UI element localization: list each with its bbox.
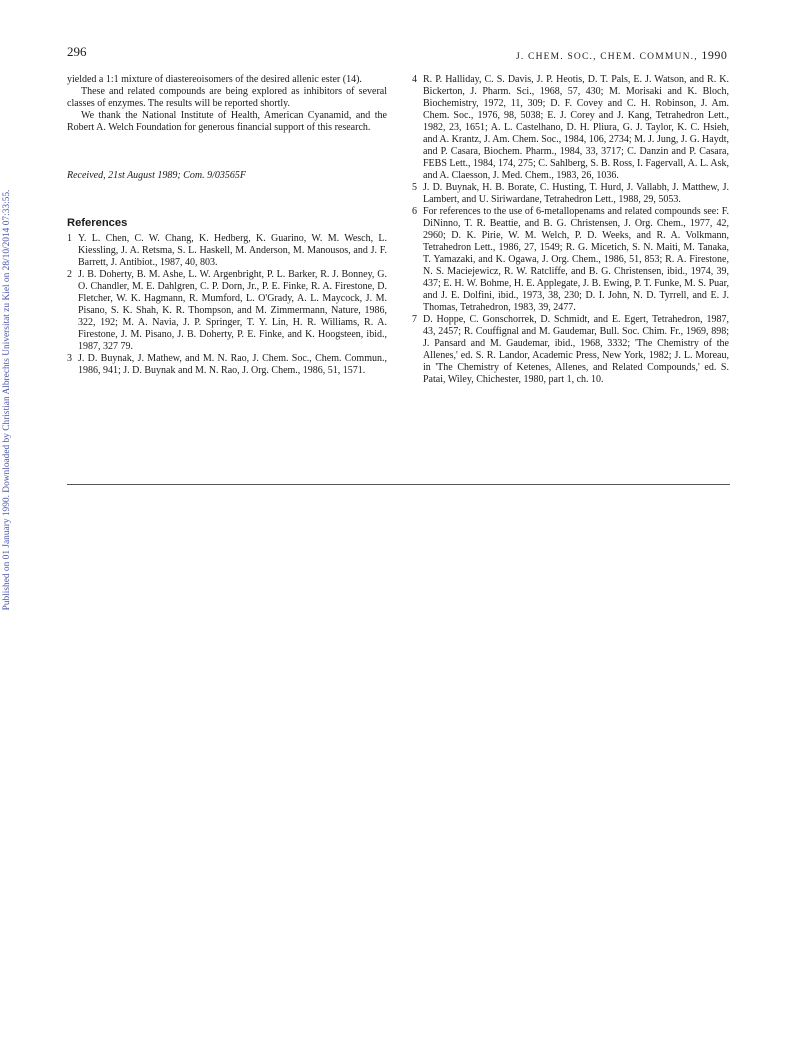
reference-number: 6: [412, 206, 417, 217]
reference-text: For references to the use of 6-metallopenams and related compounds see: F. DiNinno, T. R. Beattie, and B. G. Christensen, J. Org. Chem., 1977, 42, 2960; D. K. Pirie, W. M. Welch, P. D. Weeks, and R. A. Volkmann, Tetrahedron Lett., 1986, 27, 1549; R. G. Micetich, S. N. Maiti, M. Tanaka, T. Yamazaki, and K. Ogawa, J. Org. Chem., 1986, 51, 853; R. A. Firestone, N. S. Maciejewicz, R. W. Ratcliffe, and B. G. Christensen, ibid., 1974, 39, 437; E. H. W. Bohme, H. E. Applegate, J. B. Ewing, P. T. Funke, M. S. Puar, and J. E. Dolfini, ibid., 1973, 38, 230; D. I. John, N. D. Tyrrell, and E. J. Thomas, Tetrahedron, 1983, 39, 2477.: [423, 206, 729, 313]
references-heading: References: [67, 217, 128, 229]
reference-item: [412, 314, 729, 386]
reference-item: [412, 182, 729, 206]
body-paragraph-2: These and related compounds are being explored as inhibitors of several classes of enzymes. The results will be reported shortly.: [67, 86, 387, 109]
received-date: Received, 21st August 1989; Com. 9/03565F: [67, 170, 246, 181]
reference-number: 7: [412, 314, 417, 325]
reference-number: 2: [67, 269, 72, 280]
reference-text: J. D. Buynak, J. Mathew, and M. N. Rao, J. Chem. Soc., Chem. Commun., 1986, 941; J. D. Buynak and M. N. Rao, J. Org. Chem., 1986, 51, 1571.: [78, 353, 387, 376]
reference-text: J. D. Buynak, H. B. Borate, C. Husting, T. Hurd, J. Vallabh, J. Matthew, J. Lambert, and U. Siriwardane, Tetrahedron Lett., 1988, 29, 5053.: [423, 182, 729, 205]
reference-item: [67, 269, 387, 353]
reference-text: D. Hoppe, C. Gonschorrek, D. Schmidt, and E. Egert, Tetrahedron, 1987, 43, 2457; R. Couffignal and M. Gaudemar, Bull. Soc. Chim. Fr., 1969, 898; J. Pansard and M. Gaudemar, ibid., 1968, 3332; 'The Chemistry of the Allenes,' ed. S. R. Landor, Academic Press, New York, 1982; J. L. Moreau, in 'The Chemistry of Ketenes, Allenes, and Related Compounds,' ed. S. Patai, Wiley, Chichester, 1980, part 1, ch. 10.: [423, 314, 729, 385]
reference-item: [412, 74, 729, 182]
left-column: [67, 74, 387, 377]
reference-number: 5: [412, 182, 417, 193]
download-watermark-text: Published on 01 January 1990. Downloaded by Christian Albrechts Universitat zu Kiel on 28/10/2014 07:33:55.: [2, 189, 12, 611]
page-number: 296: [67, 44, 87, 59]
reference-text: R. P. Halliday, C. S. Davis, J. P. Heotis, D. T. Pals, E. J. Watson, and R. K. Bickerton, J. Pharm. Sci., 1968, 57, 430; M. Morisaki and K. Bloch, Biochemistry, 1972, 11, 309; D. F. Covey and C. H. Robinson, J. Am. Chem. Soc., 1976, 98, 5038; E. J. Corey and J. Kang, Tetrahedron Lett., 1982, 23, 1651; A. L. Castelhano, D. H. Pliura, G. J. Taylor, K. C. Hsieh, and A. Krantz, J. Am. Chem. Soc., 1984, 106, 2734; M. J. Jung, J. G. Haydt, and P. Casara, Biochem. Pharm., 1984, 33, 3717; C. Danzin and P. Casara, FEBS Lett., 1984, 174, 275; C. Sahlberg, S. B. Ross, I. Fagervall, A. L. Ask, and A. Claesson, J. Med. Chem., 1983, 26, 1036.: [423, 74, 729, 181]
reference-number: 3: [67, 353, 72, 364]
acknowledgement-paragraph: We thank the National Institute of Health, American Cyanamid, and the Robert A. Welch Foundation for generous financial support of this research.: [67, 110, 387, 133]
reference-item: [67, 353, 387, 377]
reference-number: 4: [412, 74, 417, 85]
journal-name: J. CHEM. SOC., CHEM. COMMUN.,: [516, 52, 698, 62]
download-watermark: [0, 150, 14, 650]
reference-number: 1: [67, 233, 72, 244]
reference-item: [67, 233, 387, 269]
reference-item: [412, 206, 729, 314]
reference-text: Y. L. Chen, C. W. Chang, K. Hedberg, K. Guarino, W. M. Wesch, L. Kiessling, J. A. Retsma, S. L. Haskell, M. Anderson, M. Manousos, and J. F. Barrett, J. Antibiot., 1987, 40, 803.: [78, 233, 387, 268]
journal-year: 1990: [701, 48, 728, 62]
running-head: [516, 48, 727, 63]
reference-text: J. B. Doherty, B. M. Ashe, L. W. Argenbright, P. L. Barker, R. J. Bonney, G. O. Chandler, M. E. Dahlgren, C. P. Dorn, Jr., P. E. Finke, R. A. Firestone, D. Fletcher, W. K. Hagmann, R. Mumford, L. O'Grady, A. L. Maycock, J. M. Pisano, S. K. Shah, K. R. Thompson, and M. Zimmermann, Nature, 1986, 322, 192; M. A. Navia, J. P. Springer, T. Y. Lin, H. R. Williams, R. A. Firestone, J. M. Pisano, J. B. Doherty, P. E. Finke, and K. Hoogsteen, ibid., 1987, 327 79.: [78, 269, 387, 352]
page-bottom-rule: [67, 484, 730, 485]
right-column: [412, 74, 729, 386]
body-paragraph-1: yielded a 1:1 mixture of diastereoisomers of the desired allenic ester (14).: [67, 74, 362, 85]
